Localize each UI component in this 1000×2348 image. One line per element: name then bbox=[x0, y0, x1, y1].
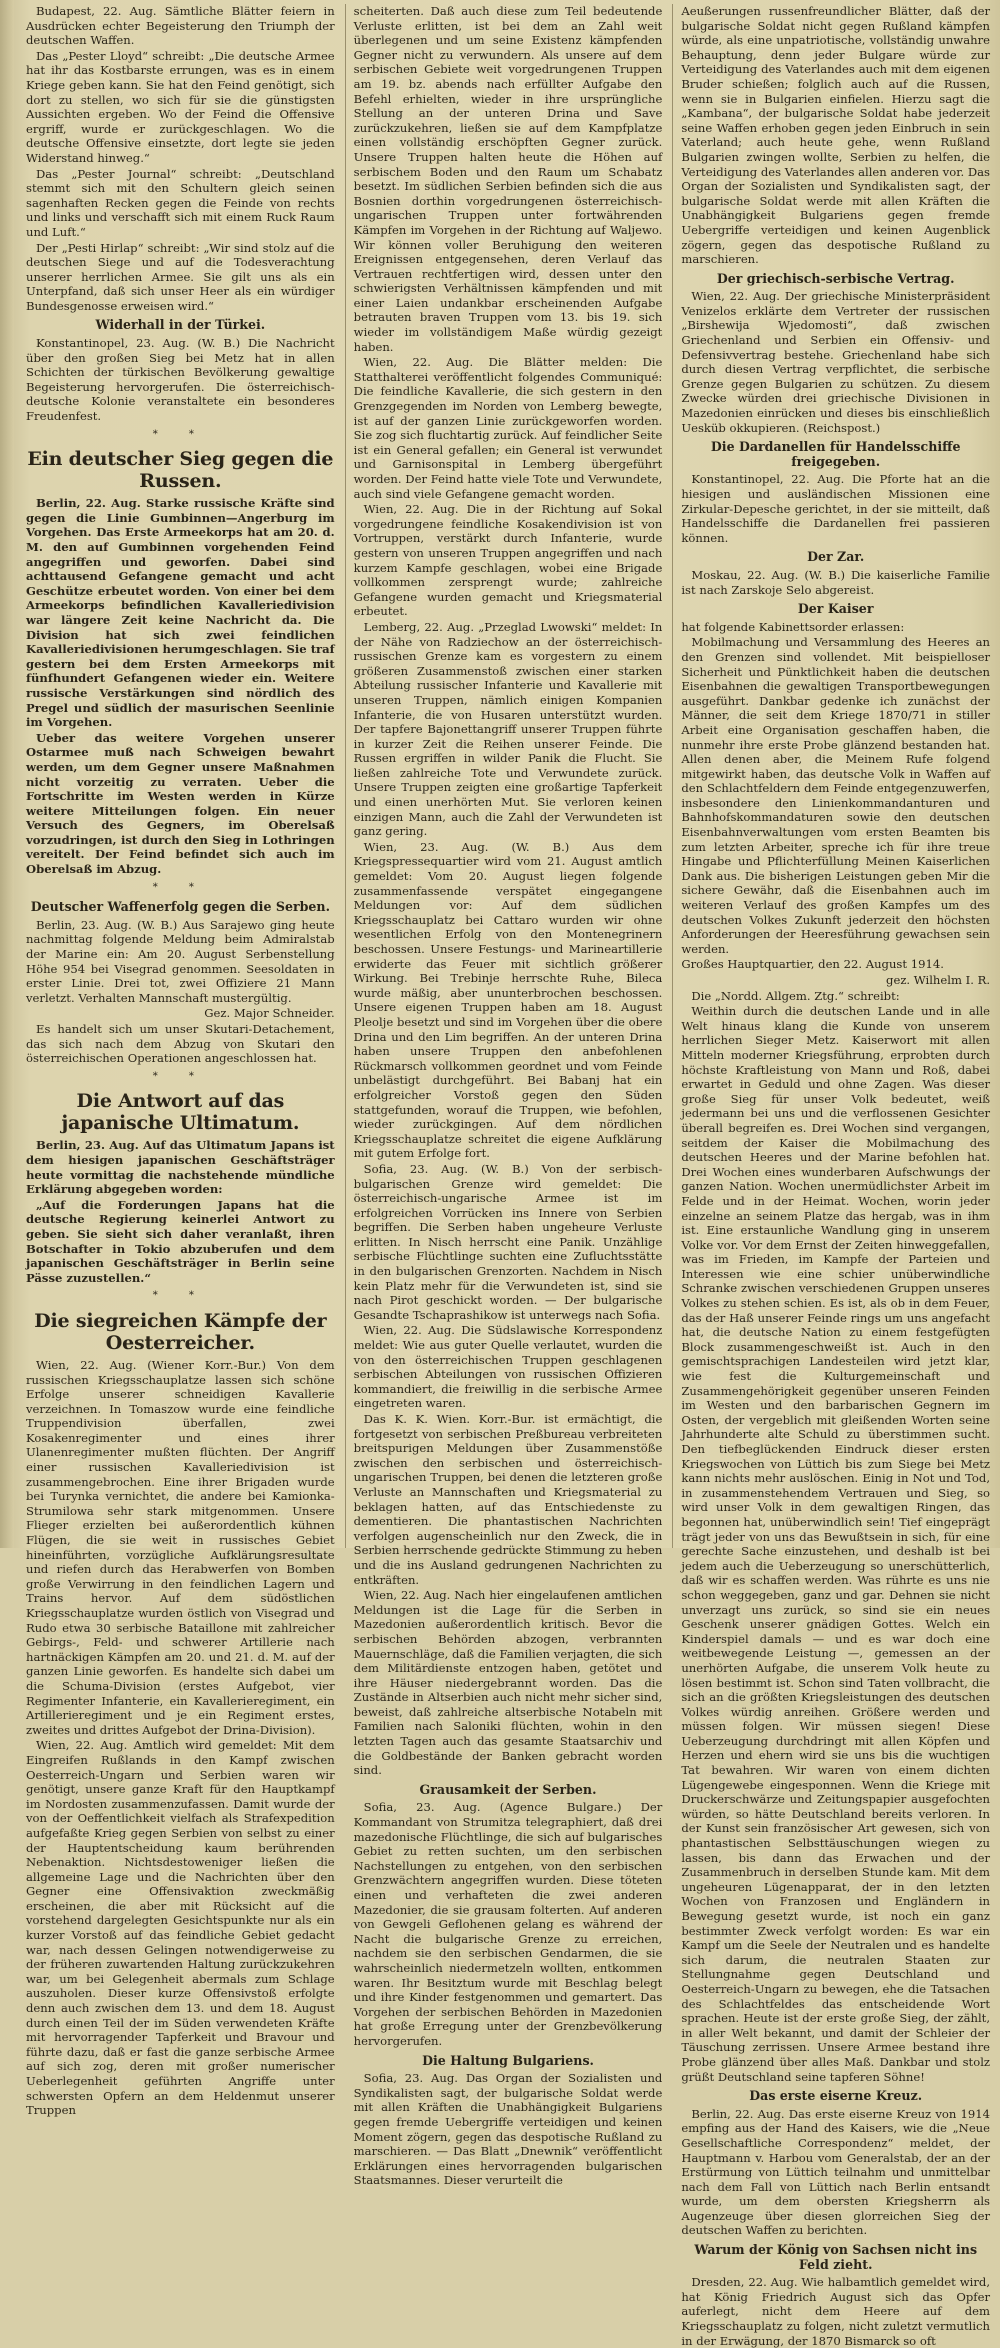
section-heading: Der griechisch-serbische Vertrag. bbox=[716, 270, 955, 286]
article-paragraph: hat folgende Kabinettsorder erlassen: bbox=[681, 619, 905, 634]
article-paragraph: Moskau, 22. Aug. (W. B.) Die kaiserliche Familie ist nach Zarskoje Selo abgereist. bbox=[681, 567, 991, 597]
article-paragraph: Das „Pester Lloyd“ schreibt: „Die deutsche Armee hat ihr das Kostbarste errungen, was es in einem Kriege geben kann. Sie hat den Feind genötigt, sich dort zu stellen, wo sich für sie die günstigsten Aussichten ergeben. Wo der Feind die Offensive ergriff, wurde er zurückgeschlagen. Wo die deutsche Offensive einsetzte, dort legte sie jeden Widerstand hinweg.“ bbox=[26, 48, 335, 165]
column-2 bbox=[345, 4, 663, 2188]
article-paragraph: Es handelt sich um unser Skutari-Detachement, das sich nach dem Abzug von Skutari den österreichischen Operationen angeschlossen hat. bbox=[26, 1022, 335, 1066]
separator-stars: * * bbox=[152, 428, 208, 440]
section-heading: Die Haltung Bulgariens. bbox=[422, 2052, 594, 2068]
article-paragraph: Wien, 23. Aug. (W. B.) Aus dem Kriegspressequartier wird vom 21. August amtlich gemeldet: Vom 20. August liegen folgende zusammenfassende verspätet eingegangene Meldungen vor: Auf dem südlichen Kriegsschauplatz bei Cattaro wurden wir ohne wesentlichen Erfolg von den Montenegrinern beschossen. Unsere Festungs- und Marineartillerie erwiderte das Feuer mit sichtlich größerer Wirkung. Bei Trebinje herrschte Ruhe, Bileca wurde mäßig, aber ununterbrochen beschossen. Unsere eigenen Truppen haben am 18. August Pleolje besetzt und sind im Vorgehen über die obere Drina und den Lim begriffen. An der unteren Drina haben unsere Truppen den anbefohlenen Rückmarsch vollkommen geordnet und vom Feinde unbelästigt durchgeführt. Bei Babanj hat ein erfolgreicher Vorstoß gegen den Süden stattgefunden, worauf die Truppen, wie befohlen, wieder zurückgingen. Auf dem nördlichen Kriegsschauplatze schreitet die eigene Aufklärung mit gutem Erfolge fort. bbox=[353, 839, 663, 1161]
article-paragraph: Berlin, 22. Aug. Starke russische Kräfte sind gegen die Linie Gumbinnen—Angerburg im Vorgehen. Das Erste Armeekorps hat am 20. d. M. den auf Gumbinnen vorgehenden Feind angegriffen und geworfen. Dabei sind achttausend Gefangene gemacht und acht Geschütze erbeutet worden. Von einer bei dem Armeekorps befindlichen Kavalleriedivision war längere Zeit keine Nachricht da. Die Division hat sich zwei feindlichen Kavalleriedivisionen herumgeschlagen. Sie traf gestern bei dem Ersten Armeekorps mit fünfhundert Gefangenen wieder ein. Weitere russische Verstärkungen sind nördlich des Pregel und südlich der masurischen Seenlinie im Vorgehen. bbox=[26, 496, 335, 730]
article-paragraph: Berlin, 23. Aug. Auf das Ultimatum Japans ist dem hiesigen japanischen Geschäftsträger heute vormittag die nachstehende mündliche Erklärung abgegeben worden: bbox=[26, 1138, 335, 1197]
headline: Die siegreichen Kämpfe der Oesterreicher. bbox=[34, 1309, 327, 1354]
article-paragraph: Das K. K. Wien. Korr.-Bur. ist ermächtigt, die fortgesetzt von serbischen Preßbureau verbreiteten breitspurigen Meldungen über Zusammenstöße zwischen den serbischen und österreichisch-ungarischen Truppen, bei denen die letzteren große Verluste an Mannschaften und Kriegsmaterial zu beklagen hatten, auf das Entschiedenste zu dementieren. Die phantastischen Nachrichten verfolgen augenscheinlich nur den Zweck, die in Serbien herrschende gedrückte Stimmung zu heben und die ins Ausland gedrungenen Nachrichten zu entkräften. bbox=[353, 1412, 663, 1587]
article-paragraph: Wien, 22. Aug. Nach hier eingelaufenen amtlichen Meldungen ist die Lage für die Serben in Mazedonien außerordentlich kritisch. Bevor die serbischen Behörden abzogen, verbrannten Mauernschläge, daß die Familien verjagten, die sich dem Militärdienste entzogen haben, getötet und ihre Häuser niedergebrannt worden. Das die Zustände in Altserbien auch nicht mehr sicher sind, beweist, daß zahlreiche altserbische Notabeln mit Familien nach Saloniki flüchten, wohin in den letzten Tagen auch das gesamte Staatsarchiv und die Goldbestände der Banken gebracht worden sind. bbox=[353, 1588, 663, 1778]
article-paragraph: Konstantinopel, 23. Aug. (W. B.) Die Nachricht über den großen Sieg bei Metz hat in allen Schichten der türkischen Bevölkerung gewaltige Begeisterung hervorgerufen. Die österreichisch-deutsche Kolonie veranstaltete ein besonderes Freudenfest. bbox=[26, 336, 335, 424]
headline: Ein deutscher Sieg gegen die Russen. bbox=[27, 448, 334, 493]
article-paragraph: Der „Pesti Hirlap“ schreibt: „Wir sind stolz auf die deutschen Siege und auf die Todesverachtung unserer herrlichen Armee. Sie gilt uns als ein Unterpfand, daß sich unser Heer als ein würdiger Bundesgenosse erweisen wird.“ bbox=[26, 240, 335, 313]
signature-line: gez. Wilhelm I. R. bbox=[886, 973, 991, 987]
article-paragraph: Sofia, 23. Aug. Das Organ der Sozialisten und Syndikalisten sagt, der bulgarische Soldat werde mit allen Kräften die Unabhängigkeit Bulgariens gegen fremde Uebergriffe verteidigen und keinen Moment zögern, gegen das despotische Rußland zu marschieren. — Das Blatt „Dnewnik“ veröffentlicht Erklärungen eines hervorragenden bulgarischen Staatsmannes. Dieser verurteilt die bbox=[353, 2071, 663, 2188]
article-paragraph: Wien, 22. Aug. Die Südslawische Korrespondenz meldet: Wie aus guter Quelle verlautet, wurden die von den österreichischen Truppen geschlagenen serbischen Abteilungen von russischen Offizieren kommandiert, die freiwillig in die serbische Armee eingetreten waren. bbox=[353, 1323, 663, 1411]
article-paragraph: scheiterten. Daß auch diese zum Teil bedeutende Verluste erlitten, ist bei dem an Zahl weit überlegenen und um seine Existenz kämpfenden Gegner nicht zu verwundern. Als unsere auf dem serbischen Gebiete weit vorgedrungenen Truppen am 19. bz. abends nach erfüllter Aufgabe den Befehl erhielten, wieder in ihre ursprüngliche Stellung an der unteren Drina und Save zurückzukehren, ließen sie auf dem Kampfplatze einen vollständig erschöpften Gegner zurück. Unsere Truppen halten heute die Höhen auf serbischem Boden und den Raum um Schabatz besetzt. Im südlichen Serbien befinden sich die aus Bosnien dorthin vorgedrungenen österreichisch-ungarischen Truppen unter fortwährenden Kämpfen im Vorgehen in der Richtung auf Waljewo. Wir können voller Beruhigung den weiteren Ereignissen entgegensehen, deren Verlauf das Vertrauen rechtfertigen wird, dessen unter den schwierigsten Verhältnissen kämpfenden und mit einer Laien undankbar erscheinenden Aufgabe betrauten braven Truppen vom 13. bis 19. sich wieder im vollständigem Maße würdig gezeigt haben. bbox=[353, 4, 663, 354]
section-heading: Deutscher Waffenerfolg gegen die Serben. bbox=[30, 899, 330, 915]
section-heading: Die Dardanellen für Handelsschiffe freigegeben. bbox=[710, 439, 961, 469]
signature-line: Gez. Major Schneider. bbox=[204, 1006, 335, 1021]
page-fold-shadow bbox=[0, 0, 14, 1548]
article-paragraph: „Auf die Forderungen Japans hat die deutsche Regierung keinerlei Antwort zu geben. Sie sieht sich daher veranlaßt, ihren Botschafter in Tokio abzuberufen und dem japanischen Geschäftsträger in Berlin seine Pässe zuzustellen.“ bbox=[26, 1197, 335, 1285]
article-paragraph: Konstantinopel, 22. Aug. Die Pforte hat an die hiesigen und ausländischen Missionen eine Zirkular-Depesche gerichtet, in der sie mitteilt, daß Handelsschiffe die Dardanellen frei passieren können. bbox=[681, 472, 991, 545]
section-heading: Das erste eiserne Kreuz. bbox=[749, 2088, 923, 2104]
article-paragraph: Die „Nordd. Allgem. Ztg.“ schreibt: bbox=[691, 988, 900, 1003]
column-3 bbox=[672, 4, 991, 2348]
headline: Die Antwort auf das japanische Ultimatum. bbox=[61, 1090, 300, 1135]
article-paragraph: Wien, 22. Aug. Der griechische Ministerpräsident Venizelos erklärte dem Vertreter der russischen „Birshewija Wjedomosti“, daß zwischen Griechenland und Serbien ein Offensiv- und Defensivvertrag bestehe. Griechenland habe sich durch diesen Vertrag verpflichtet, die serbische Grenze gegen Bulgarien zu schützen. Zu diesem Zwecke würden drei griechische Divisionen in Mazedonien einrücken und dieses bis einschließlich Uesküb okkupieren. (Reichspost.) bbox=[681, 289, 991, 435]
section-heading: Warum der König von Sachsen nicht ins Feld zieht. bbox=[694, 2242, 978, 2272]
article-paragraph: Berlin, 23. Aug. (W. B.) Aus Sarajewo ging heute nachmittag folgende Meldung beim Admiralstab der Marine ein: Am 20. August Serbenstellung Höhe 954 bei Visegrad genommen. Seesoldaten in erster Linie. Drei tot, zwei Offiziere 21 Mann verletzt. Verhalten Mannschaft mustergültig. bbox=[26, 917, 335, 1005]
article-paragraph: Dresden, 22. Aug. Wie halbamtlich gemeldet wird, hat König Friedrich August sich das Opfer auferlegt, nicht dem Heere auf dem Kriegsschauplatz zu folgen, nicht zuletzt vermutlich in der Erwägung, der 1870 Bismarck so oft bbox=[681, 2275, 991, 2348]
article-paragraph: Ueber das weitere Vorgehen unserer Ostarmee muß nach Schweigen bewahrt werden, um dem Gegner unsere Maßnahmen nicht vorzeitig zu verraten. Ueber die Fortschritte im Westen werden in Kürze weitere Mitteilungen folgen. Ein neuer Versuch des Gegners, im Oberelsaß vorzudringen, ist durch den Sieg in Lothringen vereitelt. Der Feind befindet sich auch im Oberelsaß im Abzug. bbox=[26, 730, 335, 877]
section-heading: Der Kaiser bbox=[797, 601, 874, 617]
article-paragraph: Budapest, 22. Aug. Sämtliche Blätter feiern in Ausdrücken echter Begeisterung den Triumph der deutschen Waffen. bbox=[26, 4, 335, 48]
section-heading: Grausamkeit der Serben. bbox=[419, 1781, 597, 1797]
separator-stars: * * bbox=[152, 1290, 208, 1302]
article-paragraph: Mobilmachung und Versammlung des Heeres an den Grenzen sind vollendet. Mit beispielloser Sicherheit und Pünktlichkeit haben die deutschen Eisenbahnen die gewaltigen Transportbewegungen ausgeführt. Dankbar gedenke ich zunächst der Männer, die seit dem Kriege 1870/71 in stiller Arbeit eine Organisation geschaffen haben, die nunmehr ihre erste Probe glänzend bestanden hat. Allen denen aber, die Meinem Rufe folgend mitgewirkt haben, das deutsche Volk in Waffen auf den Schlachtfeldern dem Feinde entgegenzuwerfen, insbesondere den Linienkommandanturen und Bahnhofskommandaturen sowie den deutschen Eisenbahnverwaltungen vom ersten Beamten bis zum letzten Arbeiter, spreche ich für ihre treue Hingabe und Pflichterfüllung Meinen Kaiserlichen Dank aus. Die bisherigen Leistungen geben Mir die sichere Gewähr, daß die Eisenbahnen auch im weiteren Verlauf des großen Kampfes um des deutschen Volkes Zukunft jederzeit den höchsten Anforderungen der Heeresführung gewachsen sein werden. bbox=[681, 635, 991, 956]
article-paragraph: Sofia, 23. Aug. (W. B.) Von der serbisch-bulgarischen Grenze wird gemeldet: Die österreichisch-ungarische Armee ist im erfolgreichen Vorrücken ins Innere von Serbien begriffen. Die Serben haben ungeheure Verluste erlitten. In Nisch herrscht eine Panik. Unzählige serbische Flüchtlinge suchten eine Zufluchtsstätte in den bulgarischen Grenzorten. Nachdem in Nisch kein Platz mehr für die Verwundeten ist, sind sie nach Pirot geschickt worden. — Der bulgarische Gesandte Tschaprashikow ist unterwegs nach Sofia. bbox=[353, 1161, 663, 1322]
section-heading: Der Zar. bbox=[807, 549, 865, 565]
article-paragraph: Wien, 22. Aug. Die Blätter melden: Die Statthalterei veröffentlicht folgendes Communiqué: Die feindliche Kavallerie, die sich gestern in den Grenzgegenden im Norden von Lemberg bewegte, ist auf der ganzen Linie zurückgeworfen worden. Sie zog sich fluchtartig zurück. Auf feindlicher Seite ist ein General gefallen; ein General ist verwundet und Garnisonspital in Lemberg übergeführt worden. Der Feind hatte viele Tote und Verwundete, auch sind viele Gefangene gemacht worden. bbox=[353, 355, 663, 501]
article-paragraph: Das „Pester Journal“ schreibt: „Deutschland stemmt sich mit den Schultern gleich seinen sagenhaften Recken gegen die Feinde von rechts und links und verschafft sich mit einem Ruck Raum und Luft.“ bbox=[26, 166, 335, 239]
article-paragraph: Großes Hauptquartier, den 22. August 1914. bbox=[681, 957, 944, 972]
column-1 bbox=[26, 4, 335, 2118]
article-paragraph: Wien, 22. Aug. Amtlich wird gemeldet: Mit dem Eingreifen Rußlands in den Kampf zwischen Oesterreich-Ungarn und Serbien waren wir genötigt, unsere ganze Kraft für den Hauptkampf im Nordosten zusammenzufassen. Damit wurde der von der Oeffentlichkeit vielfach als Strafexpedition aufgefaßte Krieg gegen Serbien von selbst zu einer der Hauptentscheidung kaum berührenden Nebenaktion. Nichtsdestoweniger ließen die allgemeine Lage und die Nachrichten über den Gegner eine Offensivaktion zweckmäßig erscheinen, die aber mit Rücksicht auf die vorstehend dargelegten Gesichtspunkte nur als ein kurzer Vorstoß auf das feindliche Gebiet gedacht war, nach dessen Gelingen notwendigerweise zu der früheren zuwartenden Haltung zurückzukehren war, um bei Gelegenheit abermals zum Schlage auszuholen. Dieser kurze Offensivstoß erfolgte denn auch zwischen dem 13. und dem 18. August durch einen Teil der im Süden verwendeten Kräfte mit hervorragender Tapferkeit und Bravour und führte dazu, daß er fast die ganze serbische Armee auf sich zog, deren mit großer numerischer Ueberlegenheit geführten Angriffe unter schwersten Opfern an dem Heldenmut unserer Truppen bbox=[26, 1738, 335, 2118]
article-paragraph: Sofia, 23. Aug. (Agence Bulgare.) Der Kommandant von Strumitza telegraphiert, daß drei mazedonische Flüchtlinge, die sich auf bulgarisches Gebiet zu retten suchten, um den serbischen Nachstellungen zu entgehen, von den serbischen Grenzwächtern angegriffen wurden. Diese töteten einen und verhafteten die zwei anderen Mazedonier, die sie grausam folterten. Auf anderen von Gewgeli Geflohenen gelang es während der Nacht die bulgarische Grenze zu erreichen, nachdem sie den serbischen Gendarmen, die sie wahrscheinlich niedermetzeln wollten, entkommen waren. Ihr Besitztum wurde mit Beschlag belegt und ihre Kinder festgenommen und gemartert. Das Vorgehen der serbischen Behörden in Mazedonien hat große Erregung unter der Grenzbevölkerung hervorgerufen. bbox=[353, 1800, 663, 2048]
article-paragraph: Weithin durch die deutschen Lande und in alle Welt hinaus klang die Kunde von unserem herrlichen Sieger Metz. Kaiserwort mit allen Mitteln moderner Kriegsführung, erprobten durch höchste Kraftleistung von Mann und Roß, dabei erwartet in Geduld und ohne Zagen. Was dieser große Sieg für unser Volk bedeutet, weiß jedermann bei uns und die verflossenen Gesichter überall begreifen es. Drei Wochen sind vergangen, seitdem der Kaiser die Mobilmachung des deutschen Heeres und der Marine befohlen hat. Drei Wochen eines wunderbaren Aufschwungs der ganzen Nation. Wochen unermüdlichster Arbeit im Felde und in der Heimat. Wochen, worin jeder einzelne an seinem Platze das hergab, was in ihm ist. Eine erstaunliche Wandlung ging in unserem Volke vor. Vor dem Ernst der Zeiten hinweggefallen, was im Frieden, im Kampfe der Parteien und Interessen wie eine schier unüberwindliche Schranke zwischen verschiedenen Gruppen unseres Volkes zu stehen schien. Es ist, als ob in dem Feuer, das der Haß unserer Feinde rings um uns angefacht hat, die deutsche Nation zu einem festgefügten Block zusammengeschweißt ist. Auch in den gemischtsprachigen Landesteilen wird jetzt klar, wie fest die Kulturgemeinschaft und Zusammengehörigkeit gegenüber unseren Feinden im Westen und den barbarischen Gegnern im Osten, der vergeblich mit gleißenden Worten seine Jahrhunderte alte Schuld zu überstimmen sucht. Den tiefbeglückenden Eindruck dieser ersten Kriegswochen von Lüttich bis zum Siege bei Metz kann nichts mehr auslöschen. Einig in Not und Tod, in zusammenstehendem Vertrauen und Sieg, so wird unser Volk in dem gewaltigen Ringen, das begonnen hat, unüberwindlich sein! Tief eingeprägt trägt jeder von uns das Bewußtsein in sich, für eine gerechte Sache einzustehen, und deshalb ist bei jedem auch die Ueberzeugung so unerschütterlich, daß wir es schaffen werden. Was rührte es uns nie schon weggegeben, ganz und gar. Dehnen sie nicht unverzagt uns zurück, so sind sie ein neues Geschenk unserer gnädigen Gottes. Welch ein Kinderspiel damals — und es war doch eine weitbewegende Leistung —, gemessen an der unerhörten Aufgabe, die unserem Volk heute zu lösen bestimmt ist. Schon sind Taten vollbracht, die sich an die größten Kriegsleistungen des deutschen Volkes würdig anreihen. Größere werden und müssen folgen. Wir müssen siegen! Diese Ueberzeugung durchdringt mit allen Köpfen und Herzen und ehern wird sie uns bis die wuchtigen Tat bewahren. Wir waren von einem dichten Lügengewebe eingesponnen. Wenn die Kriege mit Druckerschwärze und Zeitungspapier ausgefochten würden, so hätte Deutschland bereits verloren. In der Kunst sein französischer Art gewesen, sich von phantastischen Selbsttäuschungen wiegen zu lassen, bis dann das Erwachen und der Zusammenbruch in derselben Stunde kam. Mit dem ungeheuren Lügenapparat, der in den letzten Wochen von Franzosen und Engländern in Bewegung gesetzt wurde, ist noch ein ganz bestimmter Zweck verfolgt worden: Es war ein Kampf um die Seele der Neutralen und es handelte sich darum, die neutralen Staaten zur Stellungnahme gegen Deutschland und Oesterreich-Ungarn zu bewegen, ehe die Tatsachen des Schlachtfeldes das entscheidende Wort sprachen. Heute ist der erste große Sieg, der zählt, in aller Welt bekannt, und damit der Schleier der Täuschung zerrissen. Unsere Armee bestand ihre Probe glänzend über alles Maß. Dankbar und stolz grüßt Deutschland seine tapferen Söhne! bbox=[681, 1004, 991, 2084]
article-paragraph: Wien, 22. Aug. (Wiener Korr.-Bur.) Von dem russischen Kriegsschauplatze lassen sich schöne Erfolge unserer schneidigen Kavallerie verzeichnen. In Tomaszow wurde eine feindliche Truppendivision überfallen, zwei Kosakenregimenter und eines ihrer Ulanenregimenter mußten flüchten. Der Angriff einer russischen Kavalleriedivision ist zusammengebrochen. Eine ihrer Brigaden wurde bei Turynka vernichtet, die andere bei Kamionka-Strumilowa sehr stark mitgenommen. Unsere Flieger erzielten bei außerordentlich kühnen Flügen, die sie weit in russisches Gebiet hineinführten, vorzügliche Aufklärungsresultate und riefen durch das Herabwerfen von Bomben große Verwirrung in den feindlichen Lagern und Trains hervor. Auf dem südöstlichen Kriegsschauplatze wurden östlich von Visegrad und Rudo etwa 30 serbische Bataillone mit zahlreicher Gebirgs-, Feld- und schwerer Artillerie nach hartnäckigen Kämpfen am 20. und 21. d. M. auf der ganzen Linie geworfen. Es handelte sich dabei um die Schuma-Division (erstes Aufgebot, vier Regimenter Infanterie, ein Kavallerieregiment, ein Artillerieregiment und je ein Regiment erstes, zweites und drittes Aufgebot der Drina-Division). bbox=[26, 1357, 335, 1737]
article-paragraph: Lemberg, 22. Aug. „Przeglad Lwowski“ meldet: In der Nähe von Radziechow an der österreichisch-russischen Grenze kam es vorgestern zu einem größeren Zusammenstoß zwischen einer starken Abteilung russischer Infanterie und Kavallerie mit unseren Truppen, nämlich einigen Kompanien Infanterie, die von Husaren unterstützt wurden. Der tapfere Bajonettangriff unserer Truppen führte in kurzer Zeit die Reihen unserer Feinde. Die Russen ergriffen in wilder Panik die Flucht. Sie ließen zahlreiche Tote und Verwundete zurück. Unsere Truppen zeigten eine großartige Tapferkeit und einen unerhörten Mut. Sie verloren keinen einzigen Mann, auch die Zahl der Verwundeten ist ganz gering. bbox=[353, 619, 663, 839]
separator-stars: * * bbox=[152, 1070, 208, 1082]
section-heading: Widerhall in der Türkei. bbox=[95, 317, 266, 333]
article-paragraph: Berlin, 22. Aug. Das erste eiserne Kreuz von 1914 empfing aus der Hand des Kaisers, wie die „Neue Gesellschaftliche Correspondenz“ meldet, der Hauptmann v. Harbou vom Generalstab, der an der Erstürmung von Lüttich teilnahm und unmittelbar nach dem Fall von Lüttich nach Berlin entsandt wurde, um dem obersten Kriegsherrn als Augenzeuge über diesen glorreichen Sieg der deutschen Waffen zu berichten. bbox=[681, 2106, 991, 2238]
separator-stars: * * bbox=[152, 881, 208, 893]
article-paragraph: Aeußerungen russenfreundlicher Blätter, daß der bulgarische Soldat nicht gegen Rußland kämpfen würde, als eine unpatriotische, vollständig unwahre Behauptung, denn jeder Bulgare würde zur Verteidigung des Vaterlandes auch mit dem eigenen Bruder schießen; folglich auch auf die Russen, wenn sie in Bulgarien einfielen. Hierzu sagt die „Kambana“, der bulgarische Soldat habe jederzeit seine Waffen erhoben gegen jeden Einbruch in sein Vaterland; auch heute gehe, wenn Rußland Bulgarien zwingen wollte, Serbien zu helfen, die Verteidigung des Vaterlandes allen anderen vor. Das Organ der Sozialisten und Syndikalisten sagt, der bulgarische Soldat werde mit allen Kräften die Unabhängigkeit Bulgariens gegen fremde Uebergriffe verteidigen und keinen Augenblick zögern, gegen das despotische Rußland zu marschieren. bbox=[681, 4, 991, 267]
article-paragraph: Wien, 22. Aug. Die in der Richtung auf Sokal vorgedrungene feindliche Kosakendivision ist von Vortruppen, verstärkt durch Infanterie, wurde gestern von unseren Truppen angegriffen und nach kurzem Kampfe geschlagen, wobei eine Brigade vollkommen zersprengt wurde; zahlreiche Gefangene wurden gemacht und Kriegsmaterial erbeutet. bbox=[353, 502, 663, 619]
